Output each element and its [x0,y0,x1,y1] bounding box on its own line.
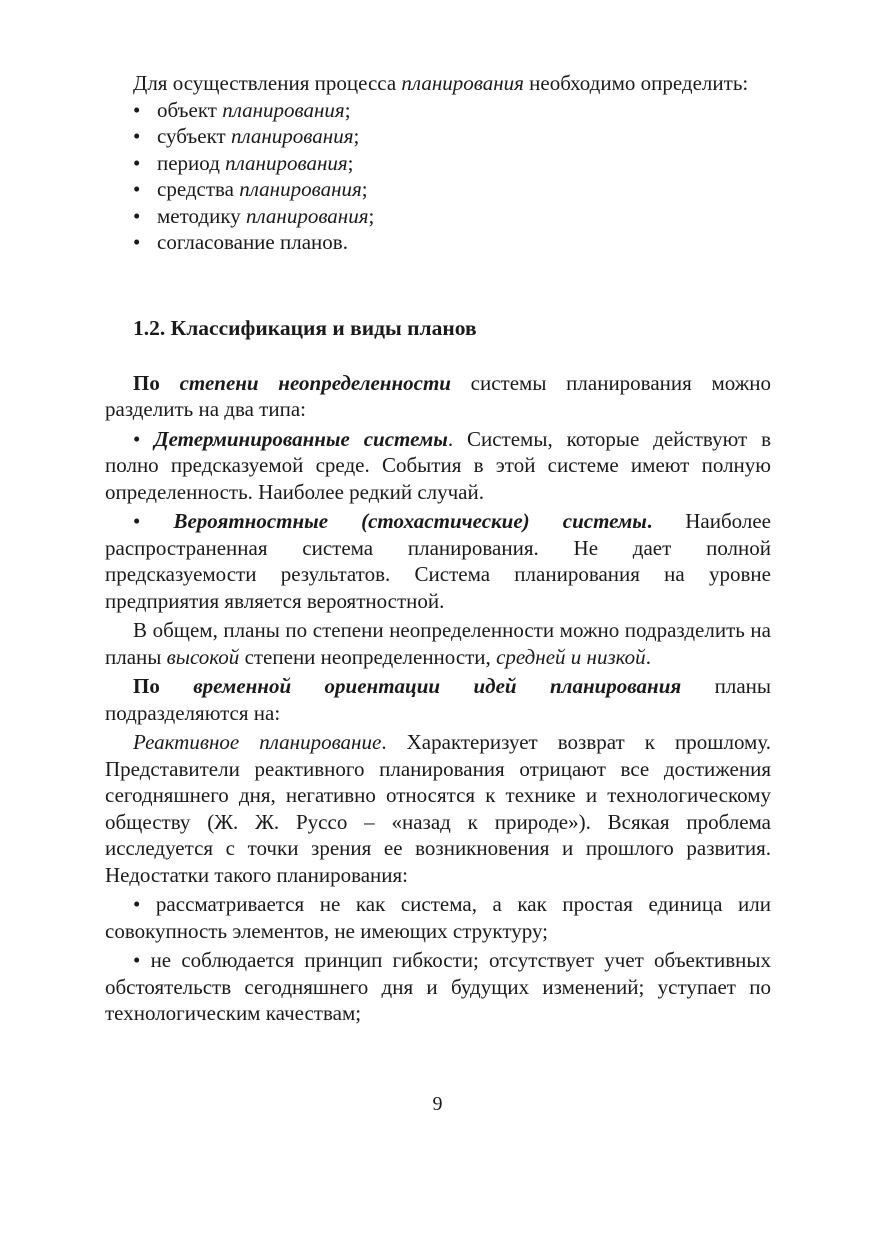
paragraph-drawback-1: • рассматривается не как система, а как простая единица или совокупность элементов, не имеющих структуру; [105,892,771,943]
planning-list [105,97,771,256]
list-item: • методику планирования; [133,203,771,230]
list-item: • период планирования; [133,150,771,177]
paragraph-drawback-2: • не соблюдается принцип гибкости; отсутствует учет объективных обстоятельств сегодняшнего дня и будущих изменений; уступает по технологическим качествам; [105,948,771,1025]
paragraph-time-orientation: По временной ориентации идей планирования планы подразделяются на: [105,674,772,725]
document-page [105,70,771,1027]
intro-text-end: необходимо определить: [523,71,749,95]
list-item: • средства планирования; [133,176,771,203]
list-item: • согласование планов. [133,229,771,256]
paragraph-deterministic: • Детерминированные системы. Системы, которые действуют в полно предсказуемой среде. События в этой системе имеют полную определенность. Наиболее редкий случай. [105,426,771,504]
intro-paragraph [105,70,771,97]
paragraph-stochastic: • Вероятностные (стохастические) системы. Наиболее распространенная система планирования. Не дает полной предсказуемости результатов. Система планирования на уровне предприятия является вероятностной. [105,509,771,613]
section-heading: 1.2. Классификация и виды планов [133,315,477,340]
paragraph-reactive: Реактивное планирование. Характеризует возврат к прошлому. Представители реактивного планирования отрицают все достижения сегодняшнего дня, негативно относятся к технике и технологическому обществу (Ж. Ж. Руссо – «назад к природе»). Всякая проблема исследуется с точки зрения ее возникновения и прошлого развития. Недостатки такого планирования: [105,730,771,887]
paragraph-uncertainty: По степени неопределенности системы планирования можно разделить на два типа: [105,370,772,421]
list-item: • субъект планирования; [133,123,771,150]
page-number: 9 [432,1093,443,1115]
intro-text: Для осуществления процесса [133,71,402,95]
paragraph-summary: В общем, планы по степени неопределенности можно подразделить на планы высокой степени неопределенности, средней и низкой. [105,618,771,669]
list-item: • объект планирования; [133,97,771,124]
intro-italic: планирования [401,71,524,95]
